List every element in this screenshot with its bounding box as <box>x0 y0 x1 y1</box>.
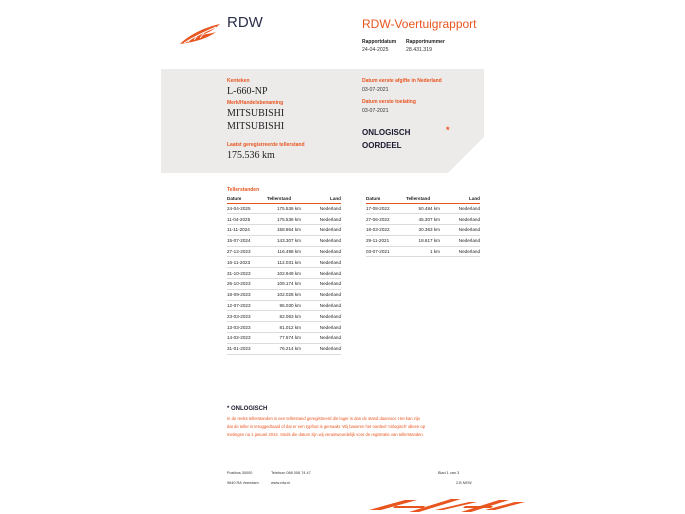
verdict-line-1: ONLOGISCH <box>362 128 411 137</box>
note-line-3: metingen na 1 januari 2014. Sinds die datum zijn wij verantwoordelijk voor de registratie van tellerstanden. <box>227 432 424 437</box>
row-date: 18-03-2022 <box>366 225 406 236</box>
table-row <box>227 322 341 333</box>
row-date: 16-11-2023 <box>227 257 267 268</box>
row-country: Nederland <box>311 257 341 268</box>
row-date: 23-03-2023 <box>227 311 267 322</box>
table-row <box>227 343 341 354</box>
row-reading: 81.012 km <box>267 322 311 333</box>
row-country: Nederland <box>311 203 341 214</box>
row-date: 13-03-2023 <box>227 322 267 333</box>
brand-name: RDW <box>227 14 263 31</box>
row-country: Nederland <box>311 279 341 290</box>
table-row <box>227 246 341 257</box>
table-row <box>227 235 341 246</box>
table-row <box>366 246 480 257</box>
table-row <box>227 333 341 344</box>
row-date: 18-09-2023 <box>227 289 267 300</box>
row-country: Nederland <box>311 300 341 311</box>
row-reading: 175.536 km <box>267 203 311 214</box>
verdict-asterisk: * <box>446 125 450 135</box>
row-reading: 112.031 km <box>267 257 311 268</box>
col-reading: Tellerstand <box>267 195 311 203</box>
row-country: Nederland <box>311 343 341 354</box>
footer-code: 2.B NEW <box>456 481 472 485</box>
row-reading: 95.030 km <box>267 300 311 311</box>
plate-number: L-660-NP <box>227 86 268 97</box>
row-reading: 158.864 km <box>267 225 311 236</box>
row-reading: 102.949 km <box>267 268 311 279</box>
row-date: 26-10-2023 <box>227 279 267 290</box>
table-row <box>366 235 480 246</box>
row-country: Nederland <box>450 246 480 257</box>
row-date: 15-07-2024 <box>227 235 267 246</box>
odometer-right-rows <box>366 203 480 257</box>
footer-phone: Telefoon 088 008 74 47 <box>271 471 311 475</box>
col-date: Datum <box>227 195 267 203</box>
table-row <box>227 289 341 300</box>
col-date: Datum <box>366 195 406 203</box>
row-date: 14-02-2023 <box>227 333 267 344</box>
row-country: Nederland <box>450 214 480 225</box>
note-title: * ONLOGISCH <box>227 406 268 412</box>
report-date: 24-04-2025 <box>362 47 389 53</box>
row-reading: 1 km <box>406 246 450 257</box>
row-reading: 82.063 km <box>267 311 311 322</box>
row-country: Nederland <box>450 235 480 246</box>
row-date: 11-11-2024 <box>227 225 267 236</box>
footer-page-number: Blad 1 van 3 <box>438 471 460 475</box>
vehicle-make: MITSUBISHI <box>227 108 285 119</box>
last-odometer-value: 175.536 km <box>227 150 275 161</box>
row-reading: 77.574 km <box>267 333 311 344</box>
row-country: Nederland <box>311 268 341 279</box>
verdict-line-2: OORDEEL <box>362 141 402 150</box>
row-country: Nederland <box>450 225 480 236</box>
table-row <box>227 214 341 225</box>
odometer-section-title: Tellerstanden <box>227 187 260 193</box>
row-reading: 109.174 km <box>267 279 311 290</box>
panel-corner-cut <box>446 135 486 175</box>
footer-website: www.rdw.nl <box>271 481 290 485</box>
col-reading: Tellerstand <box>406 195 450 203</box>
row-reading: 30.363 km <box>406 225 450 236</box>
report-date-label: Rapportdatum <box>362 39 397 45</box>
row-country: Nederland <box>311 235 341 246</box>
row-date: 11-04-2025 <box>227 214 267 225</box>
first-nl-label: Datum eerste afgifte in Nederland <box>362 78 442 84</box>
col-country: Land <box>450 195 480 203</box>
odometer-left-rows <box>227 203 341 354</box>
table-row <box>227 203 341 214</box>
odometer-table-left <box>227 195 341 355</box>
row-country: Nederland <box>311 289 341 300</box>
table-row <box>366 203 480 214</box>
first-admission-label: Datum eerste toelating <box>362 99 416 105</box>
plate-label: Kenteken <box>227 78 250 84</box>
decorative-stripes-icon <box>365 496 530 514</box>
row-reading: 116.498 km <box>267 246 311 257</box>
report-title: RDW-Voertuigrapport <box>362 17 477 31</box>
row-reading: 102.028 km <box>267 289 311 300</box>
table-row <box>227 268 341 279</box>
row-date: 12-07-2023 <box>227 300 267 311</box>
row-date: 03-07-2021 <box>366 246 406 257</box>
row-reading: 175.536 km <box>267 214 311 225</box>
col-country: Land <box>311 195 341 203</box>
row-date: 31-10-2023 <box>227 268 267 279</box>
table-row <box>227 225 341 236</box>
table-row <box>227 311 341 322</box>
vehicle-model: MITSUBISHI <box>227 121 285 132</box>
first-admission-date: 03-07-2021 <box>362 108 389 114</box>
row-country: Nederland <box>311 311 341 322</box>
table-row <box>366 214 480 225</box>
row-country: Nederland <box>311 333 341 344</box>
first-nl-date: 03-07-2021 <box>362 87 389 93</box>
row-date: 27-12-2023 <box>227 246 267 257</box>
row-date: 29-11-2021 <box>366 235 406 246</box>
rdw-logo-icon <box>178 22 222 46</box>
footer-address-2: 9640 RA Veendam <box>227 481 259 485</box>
row-date: 27-06-2022 <box>366 214 406 225</box>
table-row <box>366 225 480 236</box>
note-line-1: In de reeks tellerstanden is een tellerstand geregistreerd die lager is dan de stand daarvoor. Het kan zijn <box>227 416 420 421</box>
make-model-label: Merk/Handelsbenaming <box>227 100 284 106</box>
row-reading: 76.214 km <box>267 343 311 354</box>
row-date: 31-01-2023 <box>227 343 267 354</box>
row-reading: 143.307 km <box>267 235 311 246</box>
vehicle-summary-panel <box>161 69 484 173</box>
table-row <box>227 300 341 311</box>
row-country: Nederland <box>311 225 341 236</box>
note-line-2: dat de teller is teruggedraaid of dat er een typfout is gemaakt. Wij baseren het oordeel 'onlogisch' alleen op <box>227 424 426 429</box>
footer-address-1: Postbus 30000 <box>227 471 253 475</box>
row-reading: 50.484 km <box>406 203 450 214</box>
odometer-table-right <box>366 195 480 257</box>
last-odometer-label: Laatst geregistreerde tellerstand <box>227 142 305 148</box>
report-number: 28.431.319 <box>406 47 432 53</box>
row-country: Nederland <box>450 203 480 214</box>
report-number-label: Rapportnummer <box>406 39 445 45</box>
row-country: Nederland <box>311 246 341 257</box>
row-reading: 45.307 km <box>406 214 450 225</box>
row-country: Nederland <box>311 322 341 333</box>
table-row <box>227 257 341 268</box>
row-country: Nederland <box>311 214 341 225</box>
row-reading: 18.617 km <box>406 235 450 246</box>
row-date: 24-04-2025 <box>227 203 267 214</box>
row-date: 17-08-2022 <box>366 203 406 214</box>
table-row <box>227 279 341 290</box>
